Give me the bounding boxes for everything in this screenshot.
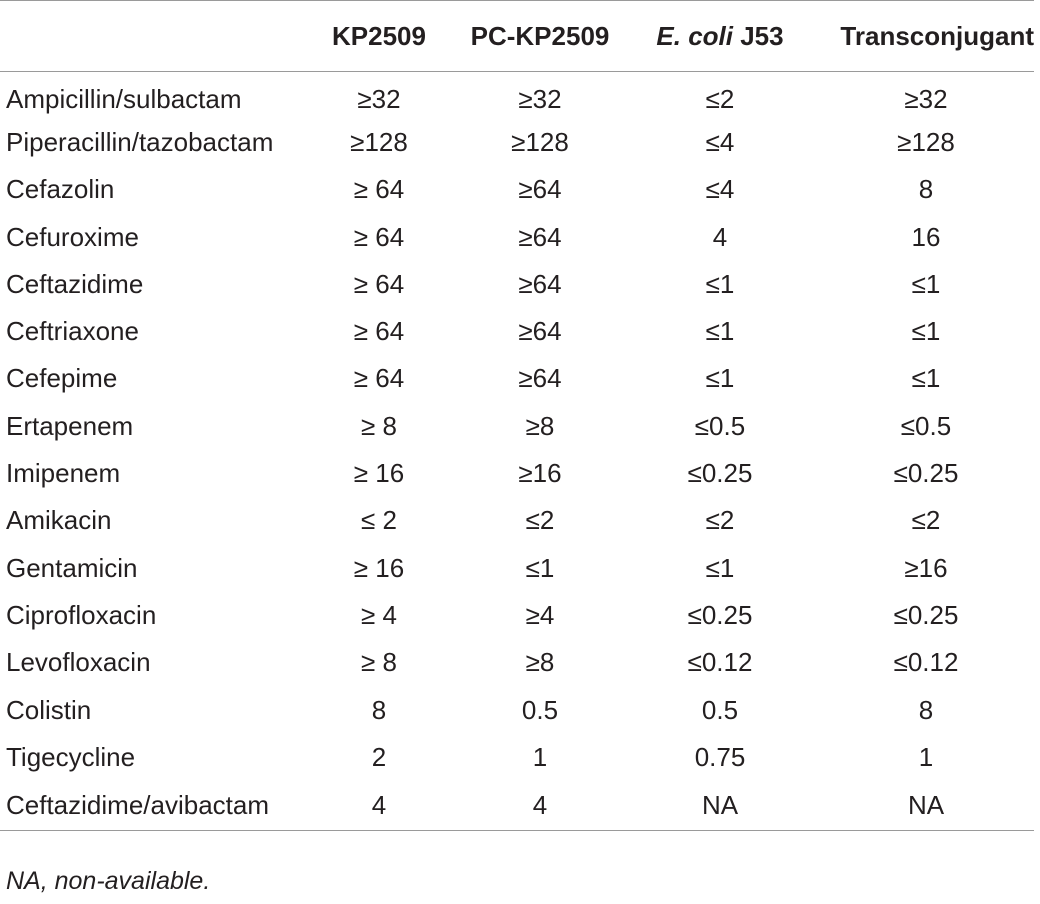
cell-transconjugant: ≤0.25 [893, 599, 959, 630]
cell-drug: Ampicillin/sulbactam [6, 83, 242, 114]
header-ecoli-species: E. coli [656, 20, 733, 51]
header-pc-kp2509: PC-KP2509 [470, 20, 610, 51]
cell-drug: Ceftazidime/avibactam [6, 790, 269, 821]
cell-ecoli-j53: ≤4 [705, 126, 735, 157]
table-row [0, 261, 1034, 308]
cell-pc-kp2509: ≥64 [518, 316, 562, 347]
cell-pc-kp2509: ≥8 [525, 647, 555, 678]
cell-ecoli-j53: 4 [712, 221, 728, 252]
table-row [0, 544, 1034, 591]
cell-ecoli-j53: 0.5 [701, 694, 739, 725]
cell-transconjugant: ≥128 [897, 126, 955, 157]
cell-kp2509: ≥ 64 [353, 268, 405, 299]
cell-ecoli-j53: 0.75 [694, 741, 746, 772]
cell-drug: Tigecycline [6, 741, 136, 772]
cell-kp2509: ≥ 64 [353, 174, 405, 205]
table-row [0, 592, 1034, 639]
cell-ecoli-j53: NA [701, 790, 739, 821]
cell-kp2509: ≥ 64 [353, 316, 405, 347]
cell-ecoli-j53: ≤0.25 [687, 458, 753, 489]
table-row [0, 119, 1034, 166]
cell-drug: Gentamicin [6, 552, 138, 583]
table-body [0, 72, 1034, 831]
cell-drug: Ceftriaxone [6, 316, 139, 347]
table-row [0, 639, 1034, 686]
cell-pc-kp2509: ≥16 [518, 458, 562, 489]
header-ecoli-j53 [622, 1, 818, 72]
cell-drug: Imipenem [6, 458, 121, 489]
cell-pc-kp2509: ≥64 [518, 363, 562, 394]
cell-pc-kp2509: ≥32 [518, 83, 562, 114]
cell-ecoli-j53: ≤4 [705, 174, 735, 205]
cell-pc-kp2509: ≥4 [525, 599, 555, 630]
cell-transconjugant: ≥32 [904, 83, 948, 114]
header-kp2509: KP2509 [332, 20, 426, 51]
header-ecoli-strain: J53 [732, 20, 784, 51]
cell-pc-kp2509: 1 [532, 741, 548, 772]
cell-kp2509: ≥32 [357, 83, 401, 114]
cell-transconjugant: ≤1 [911, 316, 941, 347]
cell-transconjugant: 8 [918, 174, 934, 205]
table-row [0, 686, 1034, 733]
cell-kp2509: 8 [371, 694, 387, 725]
cell-transconjugant: 1 [918, 741, 934, 772]
cell-pc-kp2509: ≥64 [518, 221, 562, 252]
table-row [0, 497, 1034, 544]
cell-ecoli-j53: ≤0.25 [687, 599, 753, 630]
cell-ecoli-j53: ≤1 [705, 316, 735, 347]
table-row [0, 308, 1034, 355]
cell-pc-kp2509: ≤2 [525, 505, 555, 536]
cell-kp2509: ≥ 16 [353, 552, 405, 583]
cell-drug: Colistin [6, 694, 92, 725]
cell-drug: Ertapenem [6, 410, 134, 441]
cell-transconjugant: ≤0.25 [893, 458, 959, 489]
cell-kp2509: ≥ 8 [361, 647, 397, 678]
cell-drug: Ceftazidime [6, 268, 144, 299]
cell-kp2509: ≥ 4 [361, 599, 397, 630]
cell-transconjugant: 16 [911, 221, 941, 252]
cell-ecoli-j53: ≤0.5 [694, 410, 746, 441]
cell-kp2509: ≥ 16 [353, 458, 405, 489]
cell-drug: Piperacillin/tazobactam [6, 126, 274, 157]
cell-drug: Cefuroxime [6, 221, 139, 252]
header-row [0, 1, 1034, 72]
table-footnote: NA, non-available. [6, 867, 211, 895]
cell-ecoli-j53: ≤2 [705, 83, 735, 114]
table-row [0, 166, 1034, 213]
cell-transconjugant: ≤0.12 [893, 647, 959, 678]
table-row [0, 213, 1034, 260]
cell-drug: Amikacin [6, 505, 112, 536]
table-row [0, 450, 1034, 497]
table-row [0, 403, 1034, 450]
cell-transconjugant: ≤1 [911, 363, 941, 394]
header-transconjugant: Transconjugant [840, 20, 1034, 51]
cell-pc-kp2509: ≥8 [525, 410, 555, 441]
cell-kp2509: 4 [371, 790, 387, 821]
table-row [0, 781, 1034, 831]
cell-pc-kp2509: 4 [532, 790, 548, 821]
cell-pc-kp2509: ≤1 [525, 552, 555, 583]
cell-kp2509: 2 [371, 741, 387, 772]
cell-kp2509: ≤ 2 [361, 505, 397, 536]
cell-ecoli-j53: ≤0.12 [687, 647, 753, 678]
cell-kp2509: ≥ 64 [353, 363, 405, 394]
cell-transconjugant: ≤0.5 [900, 410, 952, 441]
cell-transconjugant: ≤1 [911, 268, 941, 299]
cell-transconjugant: ≤2 [911, 505, 941, 536]
table-row [0, 355, 1034, 402]
cell-pc-kp2509: ≥128 [511, 126, 569, 157]
cell-ecoli-j53: ≤1 [705, 268, 735, 299]
cell-kp2509: ≥128 [350, 126, 408, 157]
cell-kp2509: ≥ 64 [353, 221, 405, 252]
table-row [0, 734, 1034, 781]
cell-kp2509: ≥ 8 [361, 410, 397, 441]
table-row [0, 72, 1034, 119]
cell-drug: Ciprofloxacin [6, 599, 157, 630]
cell-ecoli-j53: ≤1 [705, 363, 735, 394]
cell-ecoli-j53: ≤2 [705, 505, 735, 536]
cell-pc-kp2509: ≥64 [518, 268, 562, 299]
cell-ecoli-j53: ≤1 [705, 552, 735, 583]
cell-transconjugant: NA [907, 790, 945, 821]
header-drug [0, 1, 300, 72]
cell-drug: Levofloxacin [6, 647, 151, 678]
cell-pc-kp2509: ≥64 [518, 174, 562, 205]
table-header [0, 1, 1034, 72]
cell-drug: Cefepime [6, 363, 118, 394]
cell-drug: Cefazolin [6, 174, 115, 205]
cell-transconjugant: 8 [918, 694, 934, 725]
cell-transconjugant: ≥16 [904, 552, 948, 583]
cell-pc-kp2509: 0.5 [521, 694, 559, 725]
